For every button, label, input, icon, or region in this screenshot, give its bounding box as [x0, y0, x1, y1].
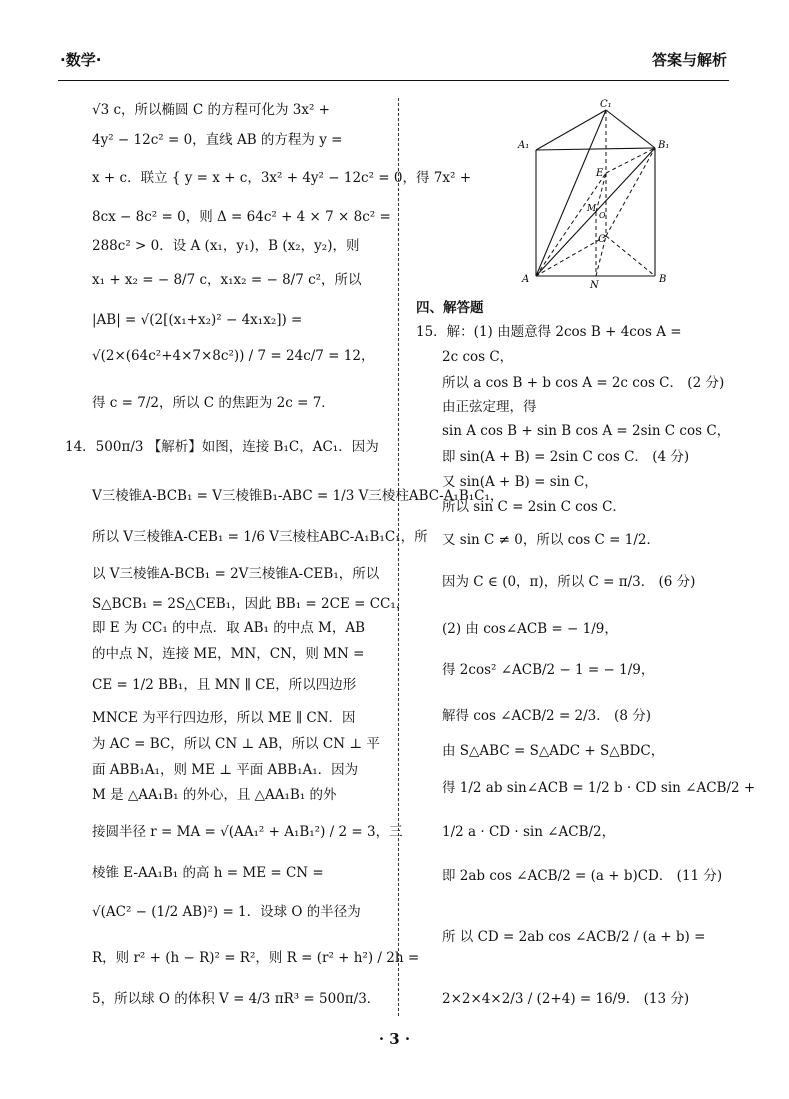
figure-label: M — [587, 204, 597, 214]
figure-label: B — [659, 274, 667, 285]
figure-label: A — [522, 274, 530, 285]
subject-label: ·数学· — [60, 50, 102, 69]
text-line: 得 c = 7/2，所以 C 的焦距为 2c = 7． — [92, 395, 335, 411]
text-line: 1/2 a · CD · sin ∠ACB/2， — [442, 824, 616, 840]
text-line: 14．500π/3 【解析】如图，连接 B₁C，AC₁．因为 — [65, 439, 379, 455]
text-line: 所以 sin C = 2sin C cos C． — [442, 499, 626, 515]
text-line: sin A cos B + sin B cos A = 2sin C cos C， — [442, 423, 731, 439]
text-line: 由正弦定理，得 — [442, 399, 537, 415]
figure-label: A₁ — [518, 140, 530, 151]
figure-label: E — [596, 168, 604, 179]
right-column — [400, 0, 789, 1099]
text-line: 即 sin(A + B) = 2sin C cos C． (4 分) — [442, 449, 690, 465]
text-line: 所以 V三棱锥A-CEB₁ = 1/6 V三棱柱ABC-A₁B₁C₁，所 — [92, 529, 428, 545]
text-line: 得 2cos² ∠ACB/2 − 1 = − 1/9， — [442, 662, 655, 678]
text-line: x₁ + x₂ = − 8/7 c，x₁x₂ = − 8/7 c²，所以 — [92, 272, 362, 288]
text-line: 5，所以球 O 的体积 V = 4/3 πR³ = 500π/3． — [92, 991, 381, 1007]
text-line: 解得 cos ∠ACB/2 = 2/3． (8 分) — [442, 708, 651, 724]
text-line: √(2×(64c²+4×7×8c²)) / 7 = 24c/7 = 12， — [92, 348, 375, 364]
text-line: 棱锥 E-AA₁B₁ 的高 h = ME = CN = — [92, 865, 324, 881]
text-line: 又 sin(A + B) = sin C， — [442, 474, 598, 490]
text-line: 288c² > 0．设 A (x₁，y₁)，B (x₂，y₂)，则 — [92, 238, 360, 254]
text-line: √3 c，所以椭圆 C 的方程可化为 3x² + — [92, 102, 330, 118]
text-line: R，则 r² + (h − R)² = R²，则 R = (r² + h²) / 2h = — [92, 950, 420, 966]
section-label: 答案与解析 — [651, 50, 727, 69]
text-line: V三棱锥A-BCB₁ = V三棱锥B₁-ABC = 1/3 V三棱柱ABC-A₁B₁C₁， — [92, 488, 504, 504]
figure-label: B₁ — [658, 140, 670, 151]
text-line: 4y² − 12c² = 0，直线 AB 的方程为 y = — [92, 132, 343, 148]
figure-label: N — [590, 280, 599, 291]
text-line: 面 ABB₁A₁，则 ME ⊥ 平面 ABB₁A₁．因为 — [92, 762, 359, 778]
text-line: 8cx − 8c² = 0，则 Δ = 64c² + 4 × 7 × 8c² = — [92, 209, 391, 225]
text-line: S△BCB₁ = 2S△CEB₁，因此 BB₁ = 2CE = CC₁， — [92, 596, 410, 612]
text-line: √(AC² − (1/2 AB)²) = 1．设球 O 的半径为 — [92, 904, 361, 920]
text-line: M 是 △AA₁B₁ 的外心，且 △AA₁B₁ 的外 — [92, 787, 337, 803]
text-line: 2c cos C， — [442, 349, 514, 365]
text-line: |AB| = √(2[(x₁+x₂)² − 4x₁x₂]) = — [92, 312, 303, 328]
figure-label: C₁ — [600, 99, 612, 110]
text-line: 又 sin C ≠ 0，所以 cos C = 1/2． — [442, 532, 660, 548]
text-line: 即 E 为 CC₁ 的中点．取 AB₁ 的中点 M，AB — [92, 620, 366, 636]
text-line: 的中点 N，连接 ME，MN，CN，则 MN = — [92, 646, 365, 662]
text-line: 15．解：(1) 由题意得 2cos B + 4cos A = — [416, 324, 682, 340]
text-line: 接圆半径 r = MA = √(AA₁² + A₁B₁²) / 2 = 3，三 — [92, 824, 403, 840]
section-title: 四、解答题 — [416, 300, 484, 316]
text-line: 因为 C ∈ (0，π)，所以 C = π/3． (6 分) — [442, 574, 696, 590]
column-divider — [398, 98, 399, 1016]
text-line: x + c．联立 { y = x + c，3x² + 4y² − 12c² = 0，得 7x² + — [92, 170, 472, 186]
figure-label: C — [598, 234, 606, 245]
figure-label: O — [599, 211, 606, 220]
text-line: 得 1/2 ab sin∠ACB = 1/2 b · CD sin ∠ACB/2 + — [442, 780, 756, 796]
text-line: 2×2×4×2/3 / (2+4) = 16/9． (13 分) — [442, 991, 690, 1007]
prism-figure — [510, 96, 680, 292]
text-line: 即 2ab cos ∠ACB/2 = (a + b)CD． (11 分) — [442, 868, 723, 884]
text-line: 所 以 CD = 2ab cos ∠ACB/2 / (a + b) = — [442, 929, 706, 945]
text-line: (2) 由 cos∠ACB = − 1/9， — [442, 621, 618, 637]
text-line: 由 S△ABC = S△ADC + S△BDC， — [442, 743, 665, 759]
text-line: 为 AC = BC，所以 CN ⊥ AB，所以 CN ⊥ 平 — [92, 736, 380, 752]
text-line: 以 V三棱锥A-BCB₁ = 2V三棱锥A-CEB₁，所以 — [92, 566, 380, 582]
page-number: · 3 · — [378, 1030, 411, 1048]
text-line: 所以 a cos B + b cos A = 2c cos C． (2 分) — [442, 375, 725, 391]
text-line: MNCE 为平行四边形，所以 ME ∥ CN．因 — [92, 710, 356, 726]
text-line: CE = 1/2 BB₁，且 MN ∥ CE，所以四边形 — [92, 677, 357, 693]
